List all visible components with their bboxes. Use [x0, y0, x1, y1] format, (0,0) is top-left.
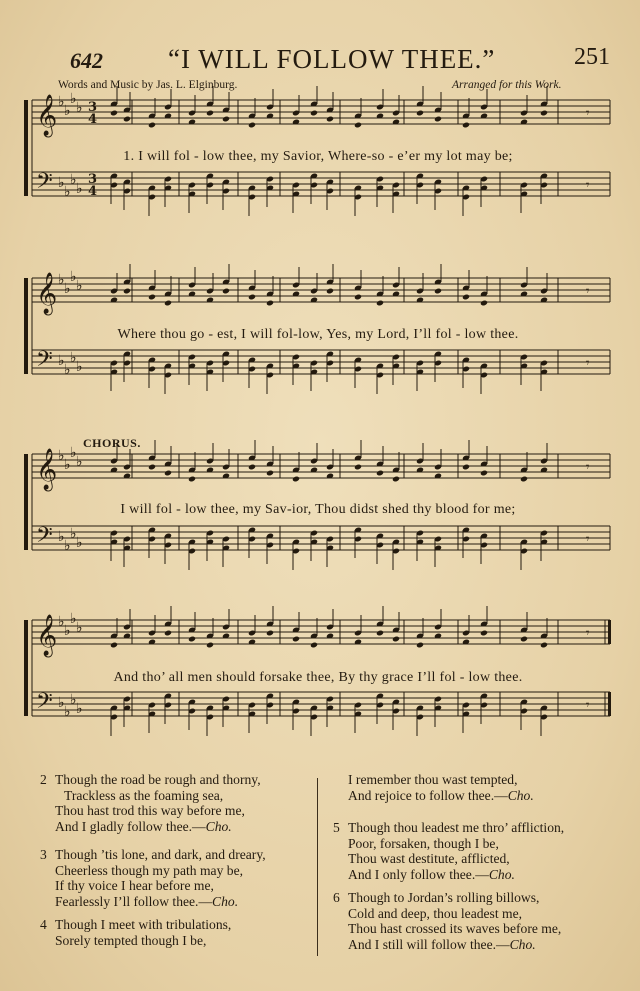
note-head [354, 464, 362, 471]
flat-sign: ♭ [58, 272, 65, 288]
words-music-credit: Words and Music by Jas. L. Elginburg. [58, 79, 238, 91]
rest-symbol: 𝄾 [586, 106, 590, 121]
flat-sign: ♭ [70, 692, 77, 708]
staff-notation-4 [24, 606, 612, 772]
note-head [376, 630, 384, 637]
verse-2 [40, 772, 261, 834]
verse-line: Trackless as the foaming sea, [64, 787, 224, 803]
note-head [376, 470, 384, 477]
note-head [248, 464, 256, 471]
flat-sign: ♭ [76, 620, 83, 636]
verse-line: Thou hast trod this way before me, [55, 803, 245, 819]
chorus-label: CHORUS. [83, 436, 141, 450]
flat-sign: ♭ [58, 175, 65, 191]
flat-sign: ♭ [76, 454, 83, 470]
note-head [222, 288, 230, 295]
flat-sign: ♭ [64, 281, 71, 297]
treble-clef: 𝄞 [36, 95, 58, 136]
bass-clef: 𝄢 [36, 523, 53, 553]
flat-sign: ♭ [76, 181, 83, 197]
system-bracket [24, 100, 28, 196]
verse-line: Though ’tis lone, and dark, and dreary, [55, 847, 266, 862]
note-head [520, 636, 528, 643]
verse-line: Poor, forsaken, though I be, [348, 835, 499, 851]
flat-sign: ♭ [64, 362, 71, 378]
flat-sign: ♭ [64, 623, 71, 639]
verse-number: 5 [333, 820, 340, 835]
note-head [416, 110, 424, 117]
note-head [354, 294, 362, 301]
note-head [310, 642, 318, 649]
system-bracket [24, 278, 28, 374]
final-barline [608, 620, 611, 644]
verse-line: Though the road be rough and thorny, [55, 772, 261, 787]
verse-line: And I still will follow thee.— [348, 936, 510, 952]
flat-sign: ♭ [76, 359, 83, 375]
flat-sign: ♭ [70, 91, 77, 107]
note-head [266, 470, 274, 477]
bass-clef: 𝄢 [36, 169, 53, 199]
flat-sign: ♭ [76, 278, 83, 294]
note-head [222, 116, 230, 123]
note-head [110, 110, 118, 117]
bass-clef: 𝄢 [36, 347, 53, 377]
verse-line: And I gladly follow thee.— [55, 818, 206, 834]
flat-sign: ♭ [70, 172, 77, 188]
note-head [376, 300, 384, 307]
flat-sign: ♭ [58, 695, 65, 711]
chorus-refrain: Cho. [488, 866, 515, 882]
verse-number: 2 [40, 772, 47, 787]
verse-number: 4 [40, 917, 47, 932]
note-head [462, 464, 470, 471]
page-header [0, 40, 640, 74]
note-head [248, 294, 256, 301]
note-head [434, 116, 442, 123]
staff-notation-1 [24, 86, 612, 252]
verse-4 [40, 917, 232, 948]
chorus-refrain: Cho. [509, 936, 536, 952]
flat-sign: ♭ [76, 701, 83, 717]
note-head [110, 642, 118, 649]
verse-4-continued [348, 772, 534, 803]
note-head [462, 122, 470, 129]
rest-symbol: 𝄾 [586, 460, 590, 475]
note-head [354, 122, 362, 129]
time-signature-top: 3 [88, 100, 98, 115]
flat-sign: ♭ [64, 457, 71, 473]
verse-line: I remember thou wast tempted, [348, 772, 518, 787]
rest-symbol: 𝄾 [586, 178, 590, 193]
chorus-refrain: Cho. [205, 818, 232, 834]
flat-sign: ♭ [64, 704, 71, 720]
rest-symbol: 𝄾 [586, 532, 590, 547]
flat-sign: ♭ [58, 94, 65, 110]
rest-symbol: 𝄾 [586, 284, 590, 299]
verse-6 [333, 890, 562, 952]
note-head [292, 476, 300, 483]
note-head [266, 630, 274, 637]
verse-3 [40, 847, 266, 909]
note-head [540, 642, 548, 649]
note-head [310, 110, 318, 117]
time-signature-bottom: 4 [88, 184, 98, 199]
note-head [462, 294, 470, 301]
verse-line: And I only follow thee.— [348, 866, 489, 882]
note-head [188, 636, 196, 643]
note-head [164, 630, 172, 637]
note-head [292, 636, 300, 643]
note-head [416, 642, 424, 649]
flat-sign: ♭ [76, 535, 83, 551]
note-head [188, 476, 196, 483]
verse-line: And rejoice to follow thee.— [348, 787, 508, 803]
note-head [164, 470, 172, 477]
flat-sign: ♭ [64, 103, 71, 119]
verse-line: Sorely tempted though I be, [55, 932, 207, 948]
verse-line: Cold and deep, thou leadest me, [348, 905, 523, 921]
music-system-4 [24, 606, 612, 772]
lyric-line-3: I will fol - low thee, my Sav-ior, Thou didst shed thy blood for me; [120, 502, 516, 517]
chorus-refrain: Cho. [212, 893, 239, 909]
hymn-title: “I WILL FOLLOW THEE.” [168, 44, 496, 74]
arrangement-credit: Arranged for this Work. [452, 79, 562, 91]
note-head [123, 288, 131, 295]
note-head [206, 642, 214, 649]
lyric-line-2: Where thou go - est, I will fol-low, Yes, my Lord, I’ll fol - low thee. [117, 327, 519, 342]
treble-clef: 𝄞 [36, 449, 58, 490]
flat-sign: ♭ [58, 614, 65, 630]
note-head [266, 300, 274, 307]
verse-number: 6 [333, 890, 340, 905]
verse-line: Though I meet with tribulations, [55, 917, 232, 932]
time-signature-bottom: 4 [88, 112, 98, 127]
flat-sign: ♭ [70, 269, 77, 285]
final-barline [608, 692, 611, 716]
verse-line: Fearlessly I’ll follow thee.— [55, 893, 213, 909]
note-head [148, 294, 156, 301]
verse-line: If thy voice I hear before me, [55, 878, 214, 894]
verse-line: Though to Jordan’s rolling billows, [348, 890, 540, 905]
chorus-refrain: Cho. [507, 787, 534, 803]
note-head [164, 300, 172, 307]
rest-symbol: 𝄾 [586, 356, 590, 371]
note-head [540, 110, 548, 117]
lyric-line-4: And tho’ all men should forsake thee, By thy grace I’ll fol - low thee. [113, 670, 523, 685]
note-head [148, 464, 156, 471]
music-system-1 [24, 86, 612, 252]
verse-5 [333, 820, 565, 882]
verse-number: 3 [40, 847, 47, 862]
staff-notation-2 [24, 264, 612, 430]
music-system-3 [24, 436, 612, 602]
note-head [148, 122, 156, 129]
system-bracket [24, 620, 28, 716]
flat-sign: ♭ [70, 611, 77, 627]
flat-sign: ♭ [70, 445, 77, 461]
note-head [520, 476, 528, 483]
flat-sign: ♭ [64, 184, 71, 200]
flat-sign: ♭ [64, 538, 71, 554]
page-number: 251 [574, 44, 610, 70]
flat-sign: ♭ [58, 353, 65, 369]
treble-clef: 𝄞 [36, 273, 58, 314]
note-head [480, 630, 488, 637]
treble-clef: 𝄞 [36, 615, 58, 656]
note-head [480, 300, 488, 307]
note-head [123, 116, 131, 123]
verse-line: Thou wast destitute, afflicted, [348, 851, 510, 867]
column-divider [317, 778, 318, 956]
music-system-2 [24, 264, 612, 430]
note-head [326, 116, 334, 123]
note-head [392, 636, 400, 643]
bass-clef: 𝄢 [36, 689, 53, 719]
note-head [248, 122, 256, 129]
hymn-number: 642 [70, 48, 103, 73]
note-head [206, 110, 214, 117]
verse-line: Though thou leadest me thro’ affliction, [348, 820, 565, 835]
verse-line: Cheerless though my path may be, [55, 862, 244, 878]
time-signature-top: 3 [88, 172, 98, 187]
flat-sign: ♭ [70, 526, 77, 542]
note-head [392, 476, 400, 483]
rest-symbol: 𝄾 [586, 698, 590, 713]
staff-notation-3 [24, 440, 612, 606]
flat-sign: ♭ [70, 350, 77, 366]
verse-line: Thou hast crossed its waves before me, [348, 921, 562, 937]
flat-sign: ♭ [58, 448, 65, 464]
note-head [480, 470, 488, 477]
flat-sign: ♭ [76, 100, 83, 116]
lyric-line-1: 1. I will fol - low thee, my Savior, Where-so - e’er my lot may be; [123, 149, 513, 164]
flat-sign: ♭ [58, 529, 65, 545]
note-head [326, 288, 334, 295]
rest-symbol: 𝄾 [586, 626, 590, 641]
note-head [434, 288, 442, 295]
